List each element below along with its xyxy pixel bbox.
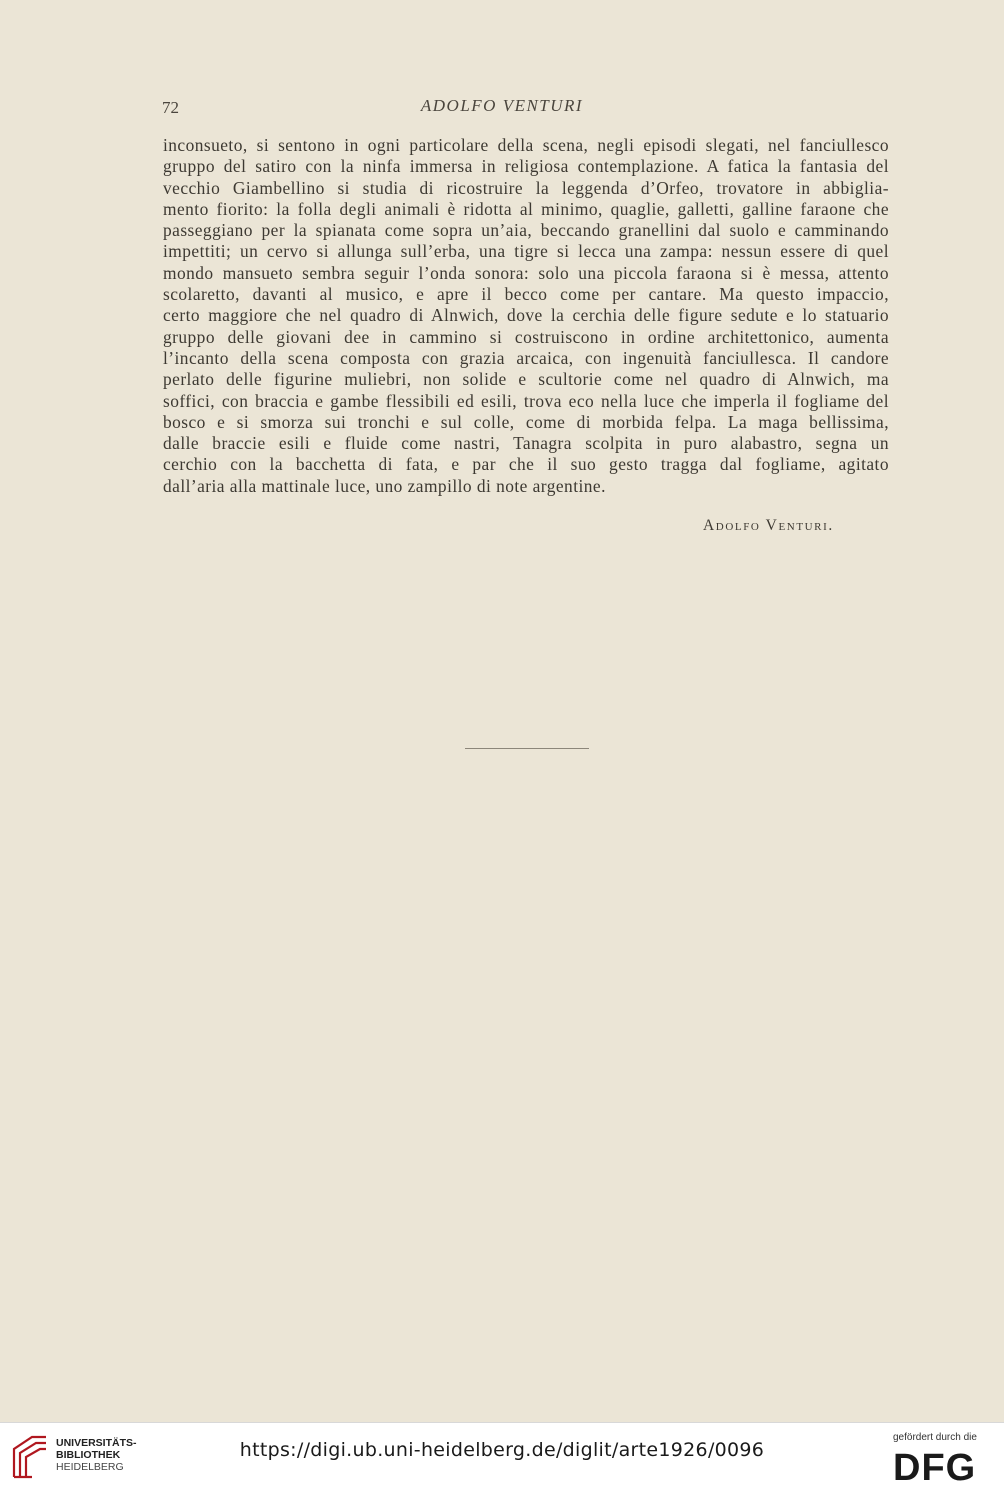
body-text: [163, 135, 889, 497]
text-line: passeggiano per la spianata come sopra un’aia, beccando granellini dal suolo e camminando: [163, 220, 889, 241]
text-line: dalle braccie esili e fluide come nastri, Tanagra scolpita in puro alabastro, segna un: [163, 433, 889, 454]
text-line: bosco e si smorza sui tronchi e sul colle, come di morbida felpa. La maga bellissima,: [163, 411, 889, 432]
running-head: ADOLFO VENTURI: [420, 96, 584, 115]
text-line: certo maggiore che nel quadro di Alnwich, dove la cerchia delle figure sedute e lo statuario: [163, 305, 889, 326]
text-line: mento fiorito: la folla degli animali è ridotta al minimo, quaglie, galletti, galline faraone che: [163, 198, 889, 219]
text-line: gruppo del satiro con la ninfa immersa in religiosa contemplazione. A fatica la fantasia del: [163, 156, 889, 177]
dfg-logo-icon: [893, 1447, 993, 1485]
text-line: impettiti; un cervo si allunga sull’erba, una tigre si lecca una zampa: nessun essere di quel: [163, 241, 889, 262]
text-line: l’incanto della scena composta con grazia arcaica, con ingenuità fanciullesca. Il candore: [163, 347, 889, 368]
page-number: 72: [162, 98, 179, 117]
text-line: soffici, con braccia e gambe flessibili ed esili, trova eco nella luce che imperla il fogliame del: [163, 390, 889, 411]
funder-caption: gefördert durch die: [893, 1432, 977, 1443]
permalink-url[interactable]: https://digi.ub.uni-heidelberg.de/diglit/arte1926/0096: [239, 1439, 765, 1461]
text-line: scolaretto, davanti al musico, e apre il becco come per cantare. Ma questo impaccio,: [163, 284, 889, 305]
dfg-logo-text: DFG: [893, 1447, 977, 1485]
text-line: vecchio Giambellino si studia di ricostruire la leggenda d’Orfeo, trovatore in abbiglia-: [163, 177, 889, 198]
text-line: dall’aria alla mattinale luce, uno zampillo di note argentine.: [163, 475, 606, 496]
text-line: gruppo delle giovani dee in cammino si costruiscono in ordine architettonico, aumenta: [163, 326, 889, 347]
text-line: inconsueto, si sentono in ogni particolare della scena, negli episodi slegati, nel fanciullesco: [163, 135, 889, 155]
text-line: perlato delle figurine muliebri, non solide e scultorie come nel quadro di Alnwich, ma: [163, 369, 889, 390]
author-signature: Adolfo Venturi.: [703, 517, 834, 534]
section-divider: [465, 748, 589, 749]
text-line: mondo mansueto sembra seguir l’onda sonora: solo una piccola faraona si è messa, attento: [163, 262, 889, 283]
library-name: UNIVERSITÄTS- BIBLIOTHEK HEIDELBERG: [56, 1437, 137, 1473]
viewer-footer: [0, 1422, 1004, 1495]
text-line: cerchio con la bacchetta di fata, e par che il suo gesto tragga dal fogliame, agitato: [163, 454, 889, 475]
